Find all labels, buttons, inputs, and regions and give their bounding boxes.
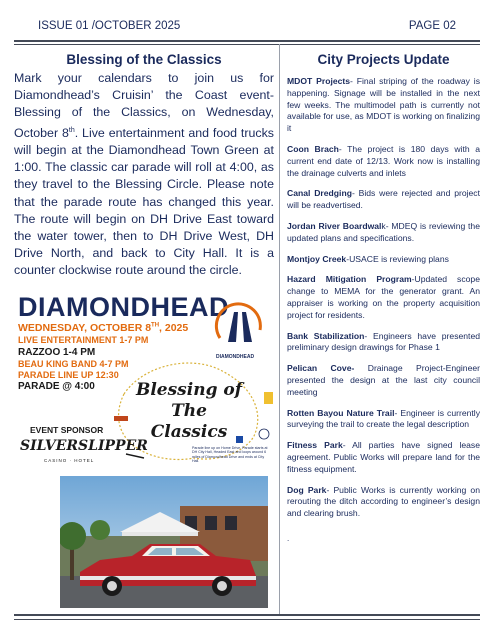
project-label: Rotten Bayou Nature Trail (287, 407, 395, 418)
script-line-2: The Classics (150, 401, 228, 442)
poster-date (18, 322, 188, 334)
project-item (287, 188, 480, 212)
poster-beau-king: BEAU KING BAND 4-7 PM (18, 359, 129, 369)
project-item (287, 221, 480, 245)
right-column (287, 50, 480, 543)
project-text: - The project is 180 days with a current end date of 12/13. Work now is installing the drainage culverts and inlets (287, 143, 480, 178)
project-item (287, 440, 480, 475)
project-text: k- MDEQ is reviewing the updated plans and specifications. (287, 220, 480, 243)
project-text: - Engineers have presented preliminary design drawings for Phase 1 (287, 330, 480, 353)
project-label: Canal Dredging (287, 188, 352, 199)
top-rule (14, 40, 480, 42)
article-body-sup: th (68, 126, 75, 134)
poster-date-post: , 2025 (159, 322, 189, 334)
bottom-rule-thin (14, 619, 480, 620)
project-text: Drainage Project-Engineer presented the design at the last city council meeting (287, 363, 480, 397)
event-poster (16, 292, 274, 472)
script-line-1: Blessing of (135, 380, 243, 400)
project-label: Dog Park (287, 484, 327, 495)
bottom-rule (14, 614, 480, 616)
poster-razzoo: RAZZOO 1-4 PM (18, 347, 96, 358)
project-item (287, 408, 480, 432)
left-column (14, 50, 274, 280)
project-item (287, 331, 480, 355)
project-label: Jordan River Boardwal (287, 220, 382, 231)
project-text: - Public Works is currently working on rerouting the ditch according to engineer’s design and clearing brush. (287, 484, 480, 519)
project-text: -Updated scope change to MEMA for the generator grant. An appraiser is working on the property acquisition project for residents. (287, 274, 480, 320)
classic-car-photo (60, 476, 268, 608)
trailing-mark: . (287, 533, 290, 543)
poster-line-up: PARADE LINE UP 12:30 (18, 370, 119, 380)
project-label: Pelican Cove- (287, 363, 355, 374)
issue-label: ISSUE 01 /OCTOBER 2025 (38, 20, 181, 32)
page-header (38, 20, 456, 36)
project-text: - All parties have signed lease agreement. Public Works will prepare land for the fitness equipment. (287, 440, 480, 474)
article-body-post: . Live entertainment and food trucks will begin at the Diamondhead Town Green at 1:00. The classic car parade will roll at 4:00, as they travel to the Blessing Circle. Please note that the parade route has changed this year. The route will begin on DH Drive East toward the water tower, then to DH Drive West, DH Drive North, and back to City Hall. It is a counter clockwise route around the circle. (14, 125, 274, 278)
page-number: PAGE 02 (408, 20, 456, 32)
project-item (287, 144, 480, 179)
sponsor-subtitle: CASINO · HOTEL (44, 458, 95, 463)
article-body (14, 70, 274, 280)
project-item (287, 76, 480, 135)
project-label: MDOT Projects (287, 76, 351, 86)
project-label: Hazard Mitigation Program (287, 274, 412, 285)
poster-parade-time: PARADE @ 4:00 (18, 381, 95, 392)
map-note: Parade line up on Home Drive. Parade starts at DH City Hall, Headed East and loops around 6 miles of Diamondhead Drive and ends at City Hall. (192, 446, 268, 464)
project-item (287, 485, 480, 520)
diamondhead-logo (212, 298, 268, 356)
article-body-pre: Mark your calendars to join us for Diamondhead’s Cruisin’ the Coast event- Blessing of the Classics, on Wednesday, October 8 (14, 71, 274, 140)
project-text: -USACE is reviewing plans (346, 253, 449, 264)
article-title: Blessing of the Classics (66, 52, 222, 67)
event-sponsor-label: EVENT SPONSOR (30, 425, 104, 435)
poster-live-entertainment: LIVE ENTERTAINMENT 1-7 PM (18, 335, 149, 345)
poster-date-pre: WEDNESDAY, OCTOBER 8 (18, 322, 152, 334)
project-text: - Bids were rejected and project will be readvertised. (287, 188, 480, 211)
project-label: Coon Brach (287, 143, 339, 154)
column-divider (279, 44, 280, 614)
projects-title: City Projects Update (317, 52, 450, 67)
poster-date-sup: TH (151, 322, 160, 329)
poster-title: DIAMONDHEAD (18, 292, 229, 322)
project-list (287, 76, 480, 520)
project-label: Montjoy Creek (287, 253, 347, 264)
blessing-script (134, 380, 244, 443)
project-text: - Engineer is currently surveying the trail to create the legal description (287, 407, 480, 430)
logo-text: DIAMONDHEAD (216, 354, 255, 360)
project-item (287, 274, 480, 321)
project-label: Fitness Park (287, 440, 343, 451)
project-item (287, 254, 480, 266)
top-rule-thin (14, 44, 480, 45)
project-item (287, 363, 480, 398)
sponsor-logo: SILVERSLIPPER (20, 438, 148, 454)
project-text: - Final striping of the roadway is happening. Signage will be installed in the next few weeks. The multimodel path is currently not available for use, as MDOT is working on finalizing it (287, 76, 480, 134)
project-label: Bank Stabilization (287, 330, 365, 341)
